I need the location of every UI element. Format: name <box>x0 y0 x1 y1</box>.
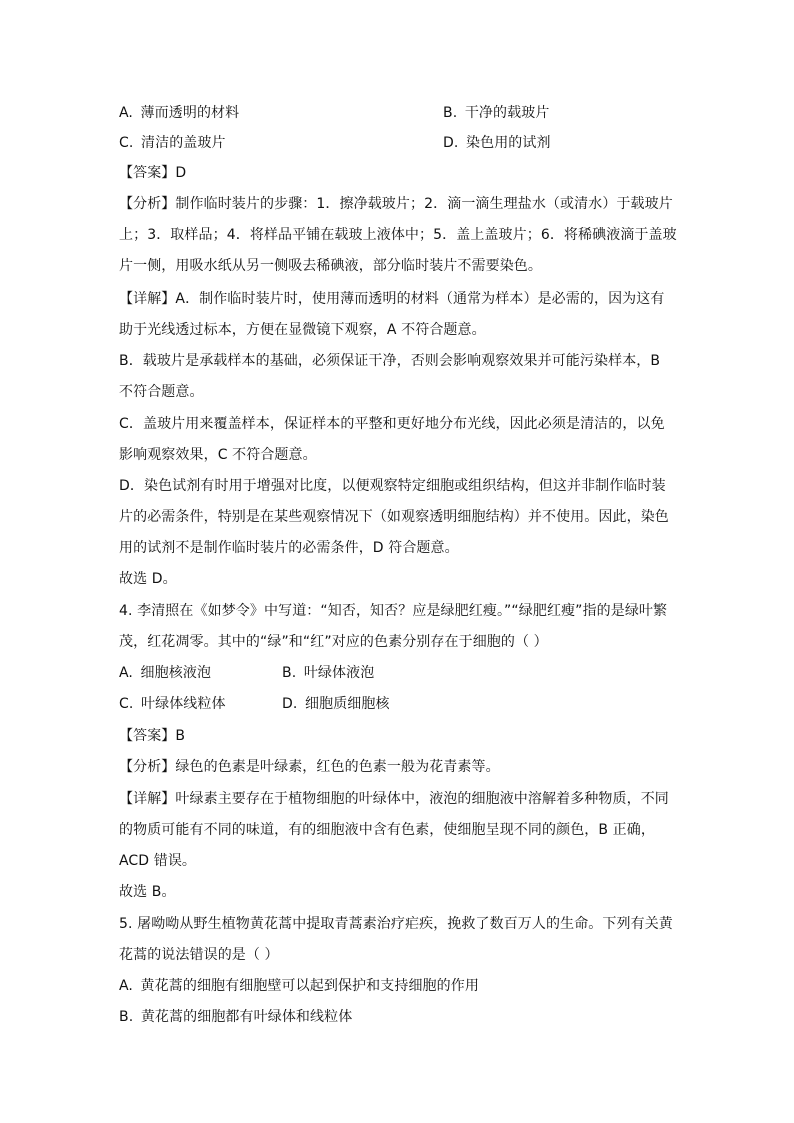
q4-answer <box>119 727 185 745</box>
q3-detail-line-6: 影响观察效果，C 不符合题意。 <box>119 447 317 463</box>
q3-detail-line-4: 不符合题意。 <box>119 384 204 400</box>
option-label: A. <box>119 105 133 121</box>
option-text: 黄花蒿的细胞都有叶绿体和线粒体 <box>140 1009 353 1025</box>
analysis-text: 制作临时装片的步骤：1．擦净载玻片；2．滴一滴生理盐水（或清水）于载玻片 <box>175 196 673 212</box>
option-label: A. <box>119 978 133 994</box>
option-label: B. <box>443 105 458 121</box>
q3-detail-line-8: 片的必需条件，特别是在某些观察情况下（如观察透明细胞结构）并不使用。因此，染色 <box>119 509 669 525</box>
q4-detail-line-1 <box>119 790 669 808</box>
q3-option-b <box>443 104 549 122</box>
q4-stem-line-1: 4. 李清照在《如梦令》中写道：“知否，知否？应是绿肥红瘦。”“绿肥红瘦”指的是绿叶繁 <box>119 603 668 619</box>
q3-answer <box>119 164 186 182</box>
q5-stem-line-1: 5. 屠呦呦从野生植物黄花蒿中提取青蒿素治疗疟疾，挽救了数百万人的生命。下列有关黄 <box>119 916 673 932</box>
option-text: 叶绿体线粒体 <box>141 696 226 712</box>
q5-option-b <box>119 1008 352 1026</box>
q3-detail-line-3: B．载玻片是承载样本的基础，必须保证干净，否则会影响观察效果并可能污染样本，B <box>119 353 661 369</box>
q4-detail-line-3: ACD 错误。 <box>119 853 197 869</box>
detail-text: 叶绿素主要存在于植物细胞的叶绿体中，液泡的细胞液中溶解着多种物质，不同 <box>175 791 669 807</box>
q5-stem-line-2: 花蒿的说法错误的是（ ） <box>119 947 279 963</box>
q3-analysis-line-3: 片一侧，用吸水纸从另一侧吸去稀碘液，部分临时装片不需要染色。 <box>119 258 542 274</box>
option-text: 黄花蒿的细胞有细胞壁可以起到保护和支持细胞的作用 <box>140 978 479 994</box>
option-text: 细胞核液泡 <box>140 665 212 681</box>
q3-option-c <box>119 134 226 152</box>
q4-stem-line-2: 茂，红花凋零。其中的“绿”和“红”对应的色素分别存在于细胞的（ ） <box>119 634 548 650</box>
q3-analysis-line-1 <box>119 195 673 213</box>
q4-option-b <box>282 664 374 682</box>
option-text: 染色用的试剂 <box>466 135 551 151</box>
answer-value: D <box>175 165 187 181</box>
q4-analysis <box>119 758 500 776</box>
answer-tag: 【答案】 <box>119 165 176 181</box>
analysis-tag: 【分析】 <box>119 759 176 775</box>
option-label: A. <box>119 665 133 681</box>
q4-option-c <box>119 695 226 713</box>
q4-option-a <box>119 664 211 682</box>
q3-conclusion: 故选 D。 <box>119 571 177 587</box>
analysis-tag: 【分析】 <box>119 196 176 212</box>
option-label: D. <box>443 135 459 151</box>
q3-option-a <box>119 104 239 122</box>
detail-text: A．制作临时装片时，使用薄而透明的材料（通常为样本）是必需的，因为这有 <box>175 291 665 307</box>
q5-option-a <box>119 977 479 995</box>
q4-detail-line-2: 的物质可能有不同的味道，有的细胞液中含有色素，使细胞呈现不同的颜色，B 正确， <box>119 822 655 838</box>
option-label: C. <box>119 135 134 151</box>
q4-conclusion: 故选 B。 <box>119 884 176 900</box>
option-text: 薄而透明的材料 <box>140 105 240 121</box>
answer-value: B <box>175 728 186 744</box>
detail-tag: 【详解】 <box>119 291 176 307</box>
detail-tag: 【详解】 <box>119 791 176 807</box>
option-label: B. <box>282 665 297 681</box>
answer-tag: 【答案】 <box>119 728 176 744</box>
q3-option-d <box>443 134 551 152</box>
option-label: D. <box>282 696 298 712</box>
q3-detail-line-7: D．染色试剂有时用于增强对比度，以便观察特定细胞或组织结构，但这并非制作临时装 <box>119 478 666 494</box>
q4-option-d <box>282 695 390 713</box>
option-label: B. <box>119 1009 134 1025</box>
q3-detail-line-9: 用的试剂不是制作临时装片的必需条件，D 符合题意。 <box>119 540 459 556</box>
option-text: 清洁的盖玻片 <box>141 135 226 151</box>
analysis-text: 绿色的色素是叶绿素，红色的色素一般为花青素等。 <box>175 759 500 775</box>
q3-detail-line-5: C．盖玻片用来覆盖样本，保证样本的平整和更好地分布光线，因此必须是清洁的，以免 <box>119 416 665 432</box>
q3-detail-line-2: 助于光线透过标本，方便在显微镜下观察，A 不符合题意。 <box>119 322 486 338</box>
option-text: 叶绿体液泡 <box>303 665 375 681</box>
q3-detail-line-1 <box>119 290 664 308</box>
option-text: 细胞质细胞核 <box>305 696 390 712</box>
option-label: C. <box>119 696 134 712</box>
q3-analysis-line-2: 上；3．取样品；4．将样品平铺在载玻上液体中；5．盖上盖玻片；6．将稀碘液滴于盖玻 <box>119 227 677 243</box>
option-text: 干净的载玻片 <box>464 105 550 121</box>
